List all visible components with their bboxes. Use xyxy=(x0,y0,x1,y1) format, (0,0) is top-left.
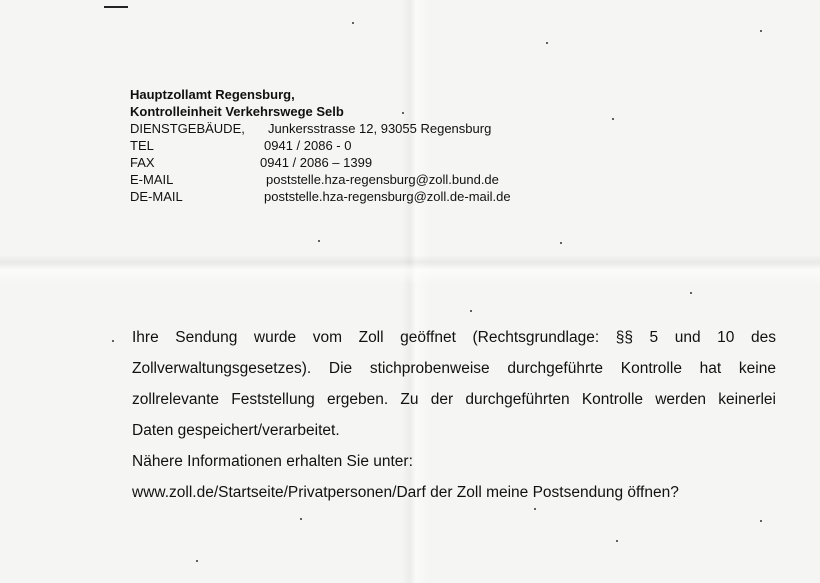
scan-speck xyxy=(196,560,198,562)
contact-label: DE-MAIL xyxy=(130,189,183,204)
contact-row-fax xyxy=(130,154,373,171)
scan-speck xyxy=(300,518,302,520)
sender-block xyxy=(130,86,511,205)
scan-speck xyxy=(318,240,320,242)
scan-speck xyxy=(612,118,614,120)
scan-speck xyxy=(760,520,762,522)
scan-speck xyxy=(470,310,472,312)
contact-label: FAX xyxy=(130,155,155,170)
contact-value: Junkersstrasse 12, 93055 Regensburg xyxy=(268,121,492,136)
contact-row-building xyxy=(130,120,492,137)
scan-speck xyxy=(112,340,114,342)
message-line: Ihre Sendung wurde vom Zoll geöffnet (Rechtsgrundlage: §§ 5 und 10 des xyxy=(132,329,776,346)
contact-label: DIENSTGEBÄUDE, xyxy=(130,121,245,136)
contact-label: TEL xyxy=(130,138,154,153)
office-name: Hauptzollamt Regensburg, xyxy=(130,87,295,102)
contact-label: E-MAIL xyxy=(130,172,174,187)
message-line: Daten gespeichert/verarbeitet. xyxy=(132,422,340,439)
scan-speck xyxy=(616,540,618,542)
info-url: www.zoll.de/Startseite/Privatpersonen/Darf der Zoll meine Postsendung öffnen? xyxy=(132,484,679,501)
scan-speck xyxy=(402,112,404,114)
scan-speck xyxy=(352,22,354,24)
unit-name: Kontrolleinheit Verkehrswege Selb xyxy=(130,104,344,119)
scan-speck xyxy=(560,242,562,244)
scan-speck xyxy=(690,292,692,294)
message-line: Nähere Informationen erhalten Sie unter: xyxy=(132,453,413,470)
contact-row-email xyxy=(130,171,499,188)
scan-speck xyxy=(546,42,548,44)
contact-value: 0941 / 2086 - 0 xyxy=(264,138,352,153)
contact-row-demail xyxy=(130,188,511,205)
message-body xyxy=(132,322,776,508)
message-line: Zollverwaltungsgesetzes). Die stichprobenweise durchgeführte Kontrolle hat keine xyxy=(132,360,776,377)
scan-speck xyxy=(760,30,762,32)
contact-value: poststelle.hza-regensburg@zoll.de-mail.de xyxy=(264,189,511,204)
contact-value: 0941 / 2086 – 1399 xyxy=(260,155,373,170)
scan-speck xyxy=(534,508,536,510)
message-line: zollrelevante Feststellung ergeben. Zu der durchgeführten Kontrolle werden keinerlei xyxy=(132,391,776,408)
corner-mark xyxy=(104,6,128,8)
contact-value: poststelle.hza-regensburg@zoll.bund.de xyxy=(266,172,499,187)
contact-row-tel xyxy=(130,137,352,154)
